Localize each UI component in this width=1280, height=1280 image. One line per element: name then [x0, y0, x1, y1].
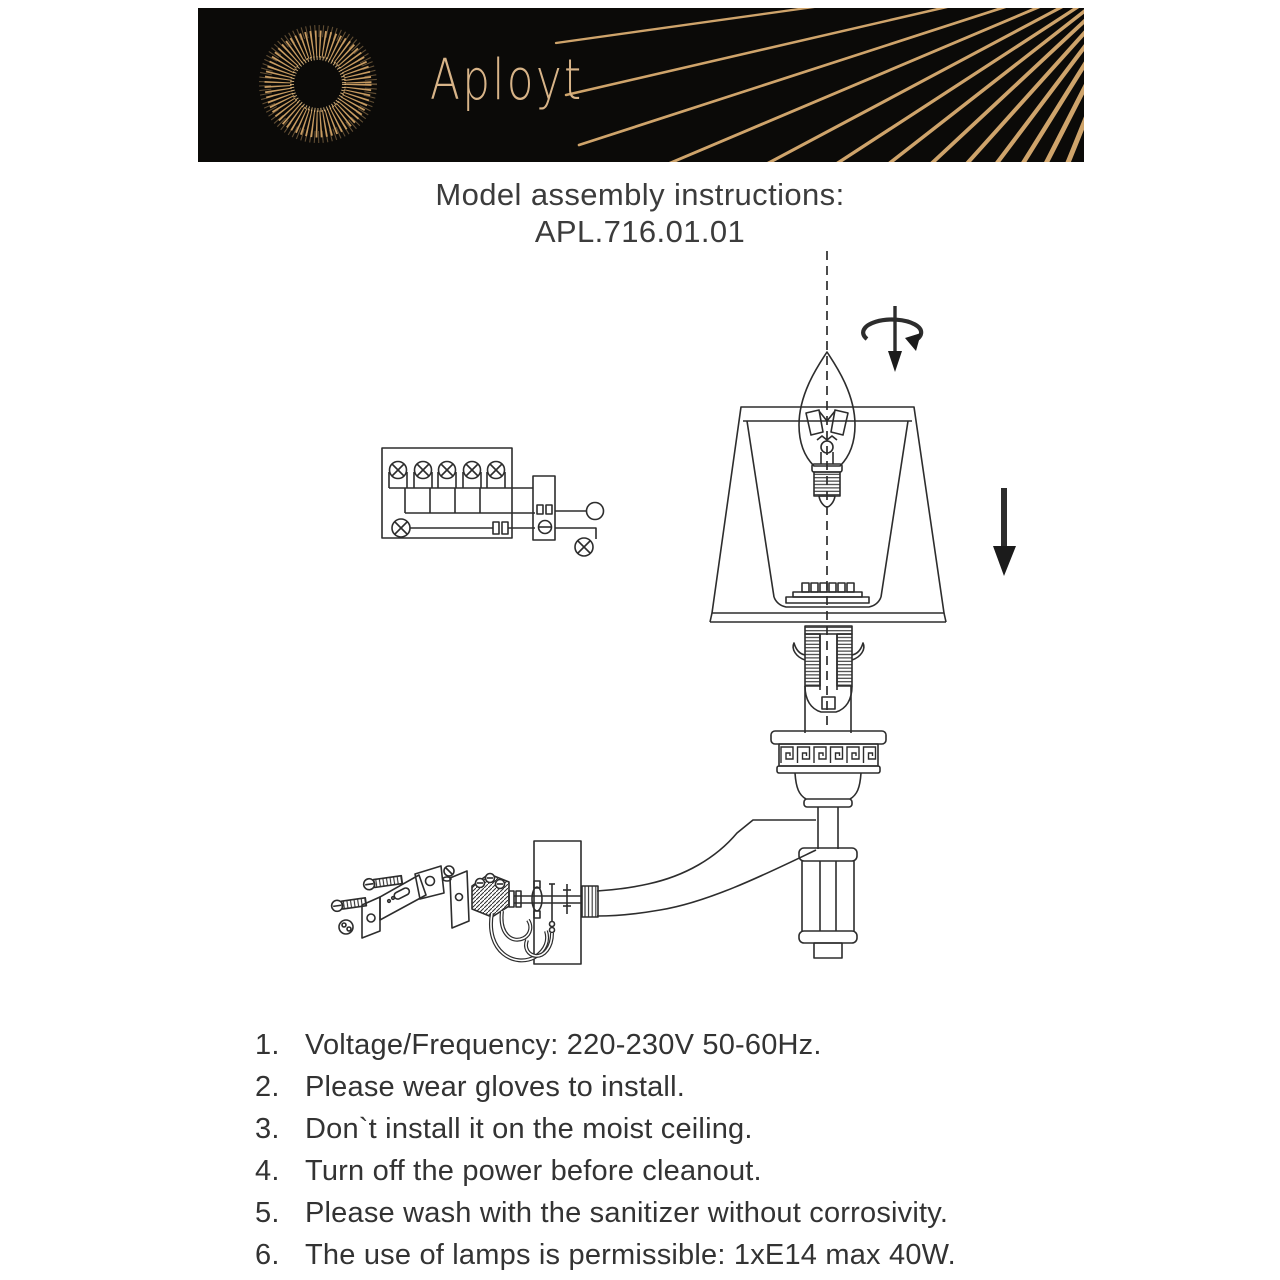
item-text: The use of lamps is permissible: 1xE14 max 40W.: [305, 1239, 956, 1271]
backplate-small: [450, 871, 469, 928]
lamp-column: [799, 848, 857, 958]
model-number: APL.716.01.01: [534, 214, 746, 249]
item-text: Please wash with the sanitizer without corrosivity.: [305, 1197, 949, 1229]
item-text: Turn off the power before cleanout.: [305, 1155, 762, 1187]
item-number: 6.: [255, 1239, 280, 1271]
item-number: 2.: [255, 1071, 280, 1103]
wall-arm: [597, 820, 816, 916]
arrow-down-icon: [993, 488, 1016, 576]
item-text: Don`t install it on the moist ceiling.: [305, 1113, 753, 1145]
list-item: [255, 1234, 1075, 1276]
list-item: [255, 1108, 1075, 1150]
item-number: 1.: [255, 1029, 280, 1061]
mounting-bracket: [362, 866, 444, 938]
list-item: [255, 1066, 1075, 1108]
wiring-schematic: [382, 448, 604, 556]
cable-gland: [582, 886, 598, 917]
schematic-lamp-symbols: [389, 462, 505, 489]
list-item: [255, 1150, 1075, 1192]
lamp-socket: [793, 626, 864, 733]
item-number: 3.: [255, 1113, 280, 1145]
item-number: 4.: [255, 1155, 280, 1187]
instruction-list: [255, 1024, 1075, 1276]
item-text: Please wear gloves to install.: [305, 1071, 685, 1103]
rotate-around-axis-arrow-icon: [863, 306, 921, 372]
decorative-ring: [771, 731, 886, 849]
heading-line: Model assembly instructions:: [435, 177, 845, 212]
item-text: Voltage/Frequency: 220-230V 50-60Hz.: [305, 1029, 822, 1061]
brand-wordmark: Aployt: [430, 48, 584, 113]
list-item: [255, 1192, 1075, 1234]
list-item: [255, 1024, 1075, 1066]
terminal-block-3d: [472, 874, 509, 918]
item-number: 5.: [255, 1197, 280, 1229]
connection-wires: [491, 911, 552, 960]
